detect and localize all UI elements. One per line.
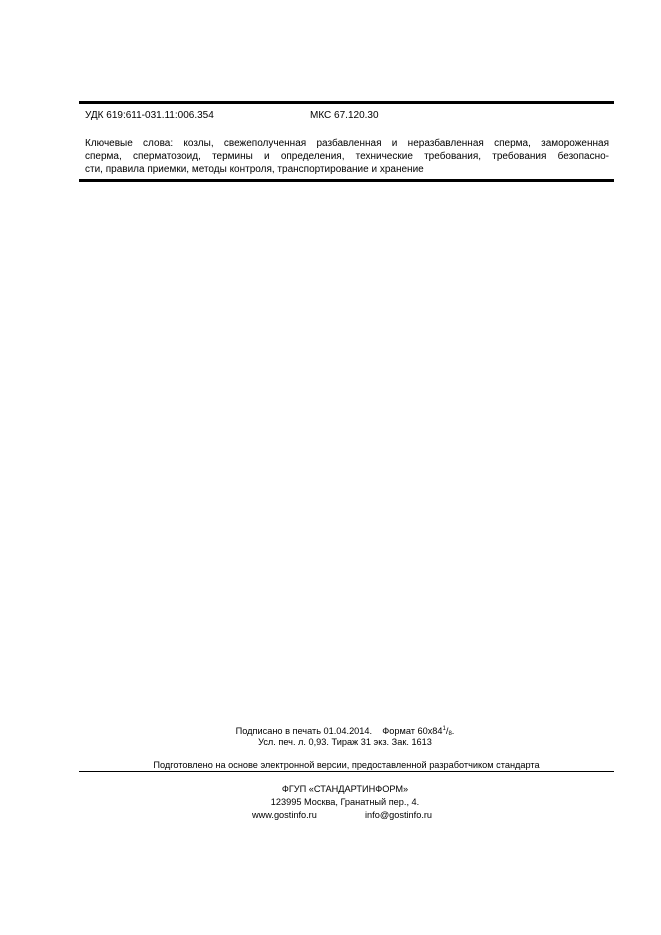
keywords-line-1: Ключевые слова: козлы, свежеполученная разбавленная и неразбавленная сперма, замороженная [85, 138, 609, 149]
publisher-name: ФГУП «СТАНДАРТИНФОРМ» [281, 784, 409, 794]
publisher-contacts [200, 809, 490, 822]
format-suffix: . [451, 726, 455, 736]
publisher-address: 123995 Москва, Гранатный пер., 4. [270, 797, 420, 807]
keywords-line-3: сти, правила приемки, методы контроля, транспортирование и хранение [85, 164, 424, 175]
publisher-block [200, 783, 490, 822]
keywords-line-2: сперма, сперматозоид, термины и определения, технические требования, требования безопасно- [85, 151, 609, 162]
print-format: Формат $60x84^1/_8$. [382, 726, 455, 737]
separator-rule [79, 771, 614, 772]
publisher-website-link[interactable]: www.gostinfo.ru [252, 810, 317, 820]
udk-code: УДК 619:611-031.11:006.354 [85, 110, 214, 121]
format-label: Формат 60x84 [382, 726, 443, 736]
imprint-line-2: Усл. печ. л. 0,93. Тираж 31 экз. Зак. 1613 [258, 737, 432, 747]
top-rule [79, 101, 614, 104]
prepared-note: Подготовлено на основе электронной версии, предоставленной разработчиком стандарта [153, 760, 540, 770]
format-denominator: 8 [448, 731, 452, 737]
mks-code: МКС 67.120.30 [310, 110, 379, 121]
format-numerator: 1 [442, 726, 446, 732]
bottom-rule [79, 179, 614, 182]
keywords-paragraph [85, 137, 609, 176]
signed-date: Подписано в печать 01.04.2014. [235, 726, 373, 736]
publisher-email-link[interactable]: info@gostinfo.ru [365, 810, 433, 820]
